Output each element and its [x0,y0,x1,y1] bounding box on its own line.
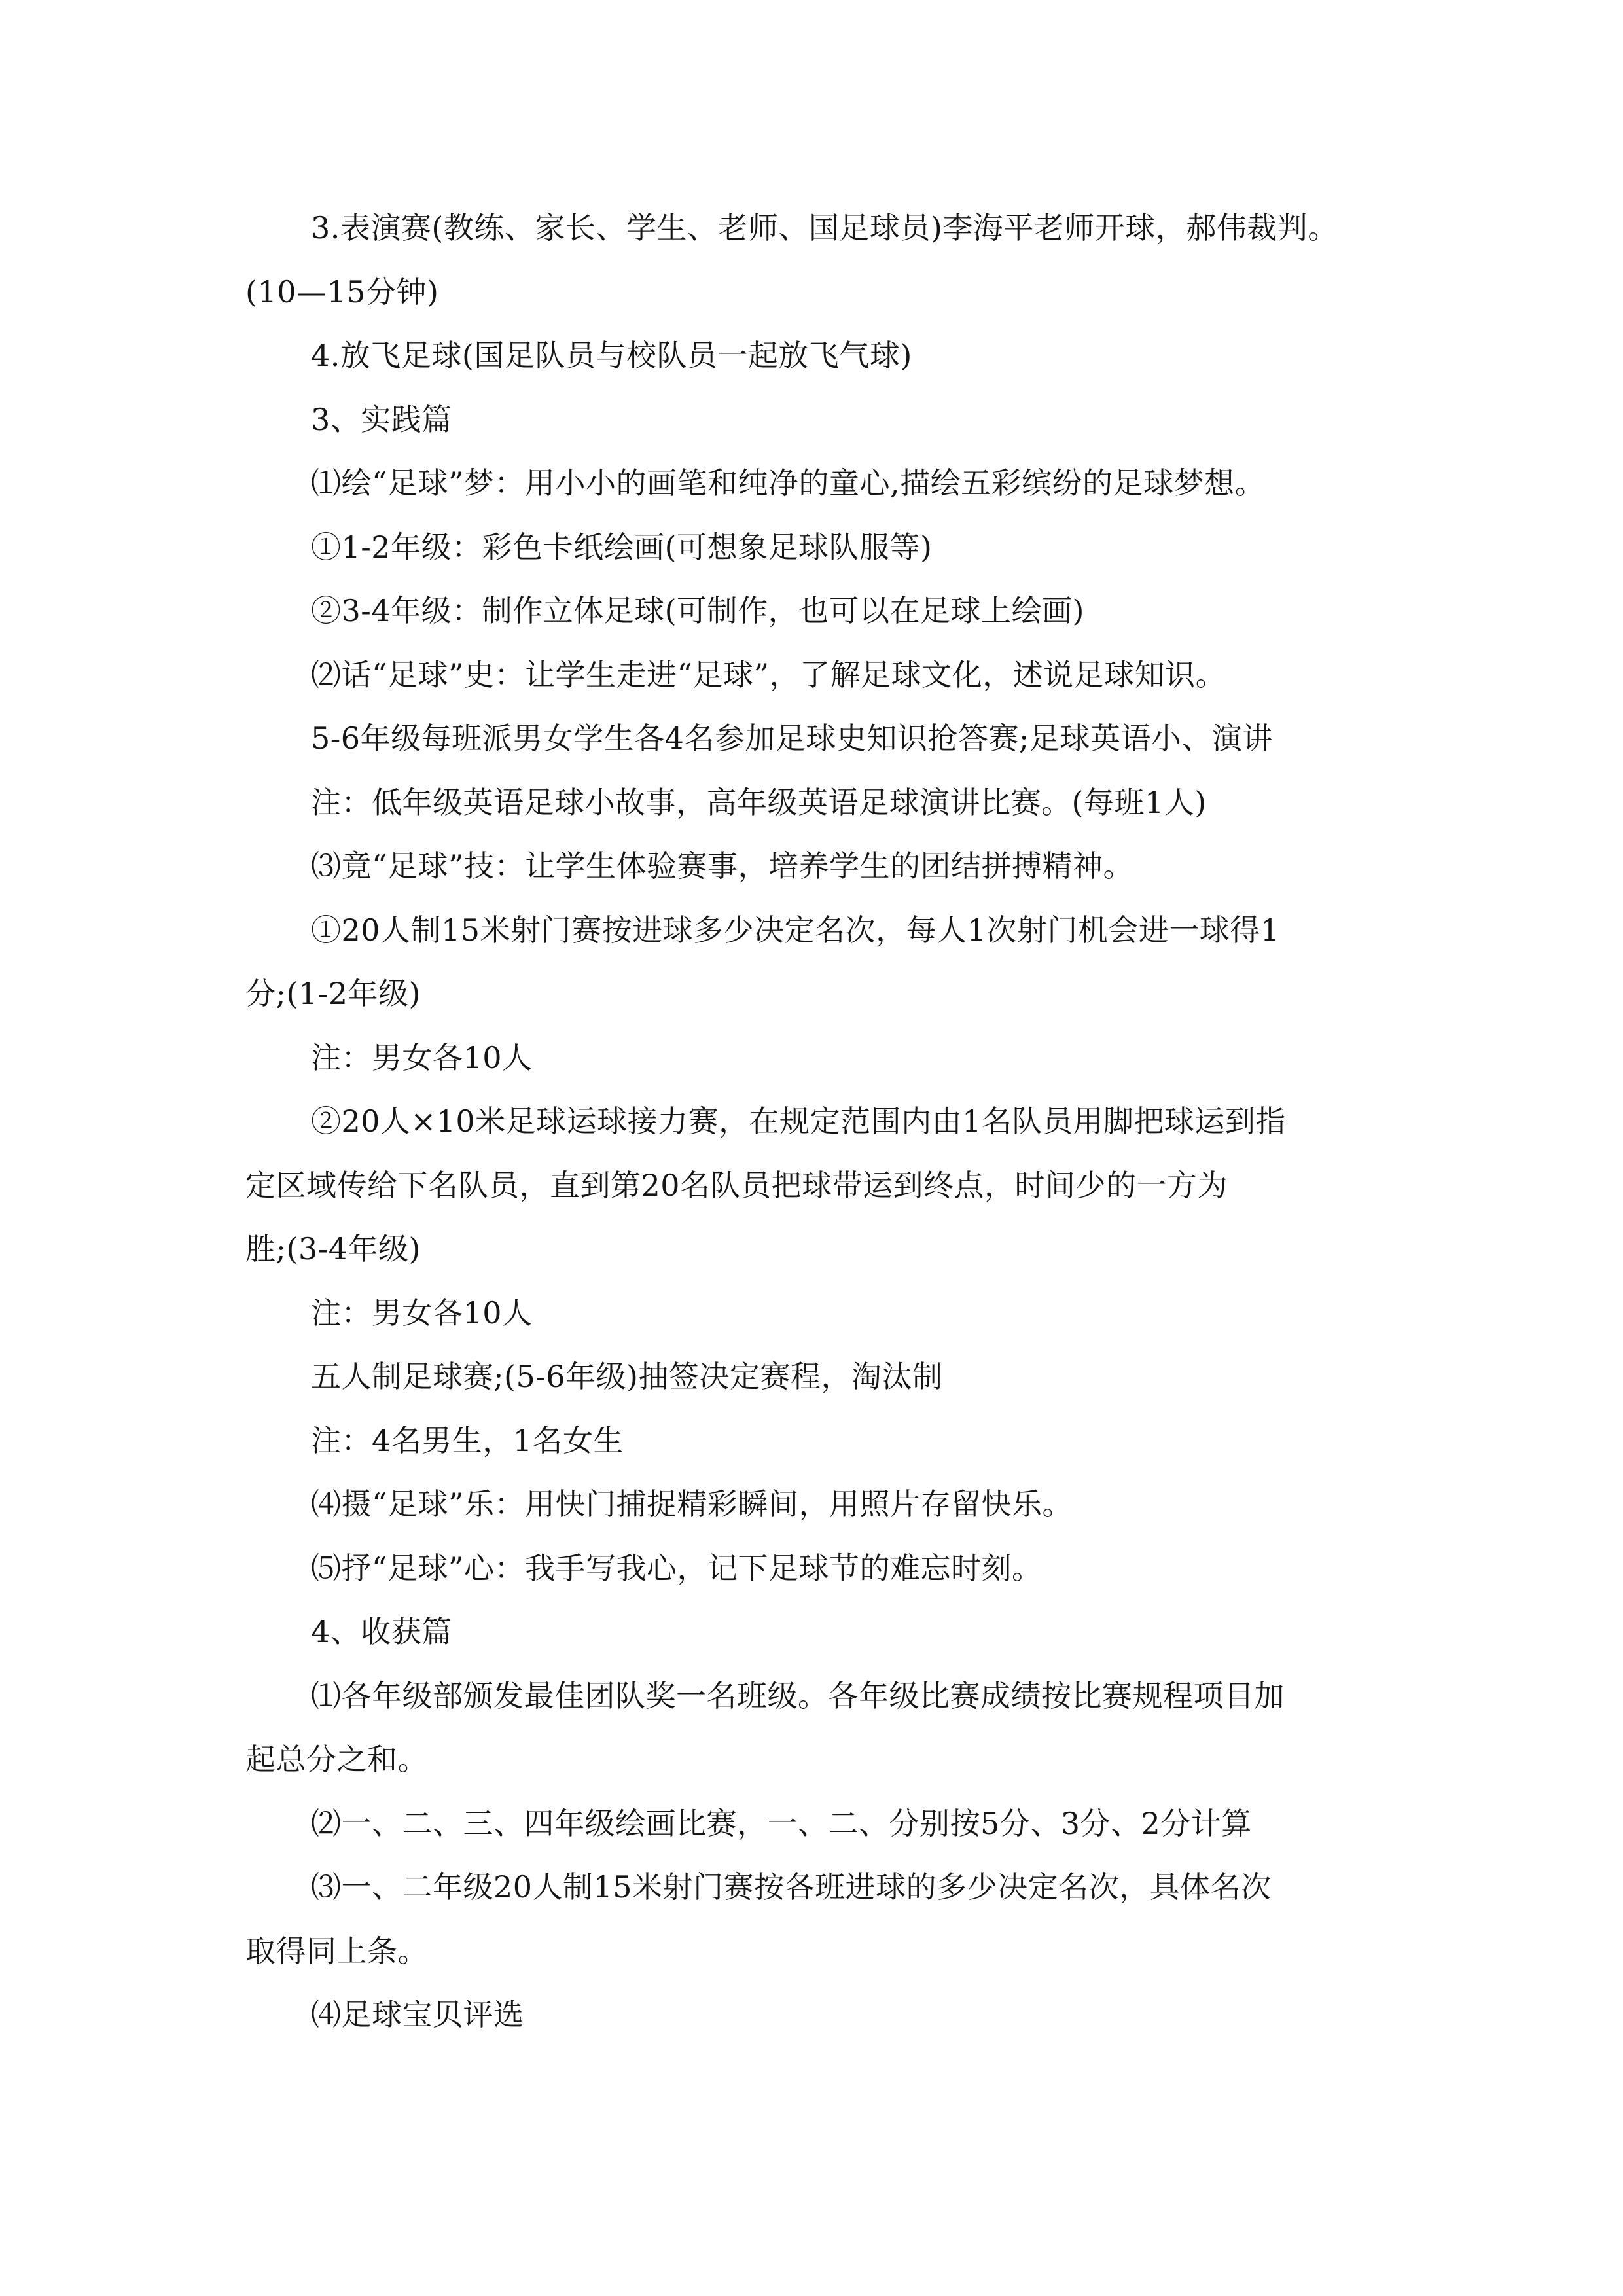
text-line: 5-6年级每班派男女学生各4名参加足球史知识抢答赛;足球英语小、演讲 [311,721,1273,756]
text-line: 取得同上条。 [245,1933,428,1969]
text-line: ⑵一、二、三、四年级绘画比赛，一、二、分别按5分、3分、2分计算 [311,1805,1252,1841]
text-line: 4.放飞足球(国足队员与校队员一起放飞气球) [311,338,912,373]
text-line: 胜;(3-4年级) [245,1231,421,1266]
text-line: 3.表演赛(教练、家长、学生、老师、国足球员)李海平老师开球，郝伟裁判。 [311,210,1338,245]
document-body [245,196,1404,2047]
text-line: ⑸抒“足球”心：我手写我心，记下足球节的难忘时刻。 [311,1550,1043,1586]
text-line: ⑷摄“足球”乐：用快门捕捉精彩瞬间，用照片存留快乐。 [311,1486,1073,1522]
text-line: 定区域传给下名队员，直到第20名队员把球带运到终点，时间少的一方为 [245,1167,1228,1203]
text-line: ⑶一、二年级20人制15米射门赛按各班进球的多少决定名次，具体名次 [311,1869,1272,1905]
text-line: ⑷足球宝贝评选 [311,1997,524,2032]
text-line: 注：低年级英语足球小故事，高年级英语足球演讲比赛。(每班1人) [311,784,1207,820]
text-line: 注：4名男生，1名女生 [311,1422,624,1458]
text-line: (10—15分钟) [245,274,439,310]
section-heading: 4、收获篇 [311,1614,452,1649]
text-line: 注：男女各10人 [311,1039,533,1075]
section-heading: 3、实践篇 [311,401,452,437]
text-line: 分;(1-2年级) [245,976,421,1011]
text-line: ①1-2年级：彩色卡纸绘画(可想象足球队服等) [311,529,933,565]
text-line: 注：男女各10人 [311,1295,533,1331]
text-line: ①20人制15米射门赛按进球多少决定名次，每人1次射门机会进一球得1 [311,912,1280,948]
text-line: ②3-4年级：制作立体足球(可制作，也可以在足球上绘画) [311,593,1084,628]
text-line: 起总分之和。 [245,1742,428,1777]
text-line: 五人制足球赛;(5-6年级)抽签决定赛程，淘汰制 [311,1359,943,1394]
text-line: ②20人×10米足球运球接力赛，在规定范围内由1名队员用脚把球运到指 [311,1103,1286,1139]
text-line: ⑴各年级部颁发最佳团队奖一名班级。各年级比赛成绩按比赛规程项目加 [311,1677,1285,1713]
text-line: ⑴绘“足球”梦：用小小的画笔和纯净的童心,描绘五彩缤纷的足球梦想。 [311,465,1266,501]
text-line: ⑵话“足球”史：让学生走进“足球”，了解足球文化，述说足球知识。 [311,656,1226,692]
text-line: ⑶竟“足球”技：让学生体验赛事，培养学生的团结拼搏精神。 [311,848,1134,884]
